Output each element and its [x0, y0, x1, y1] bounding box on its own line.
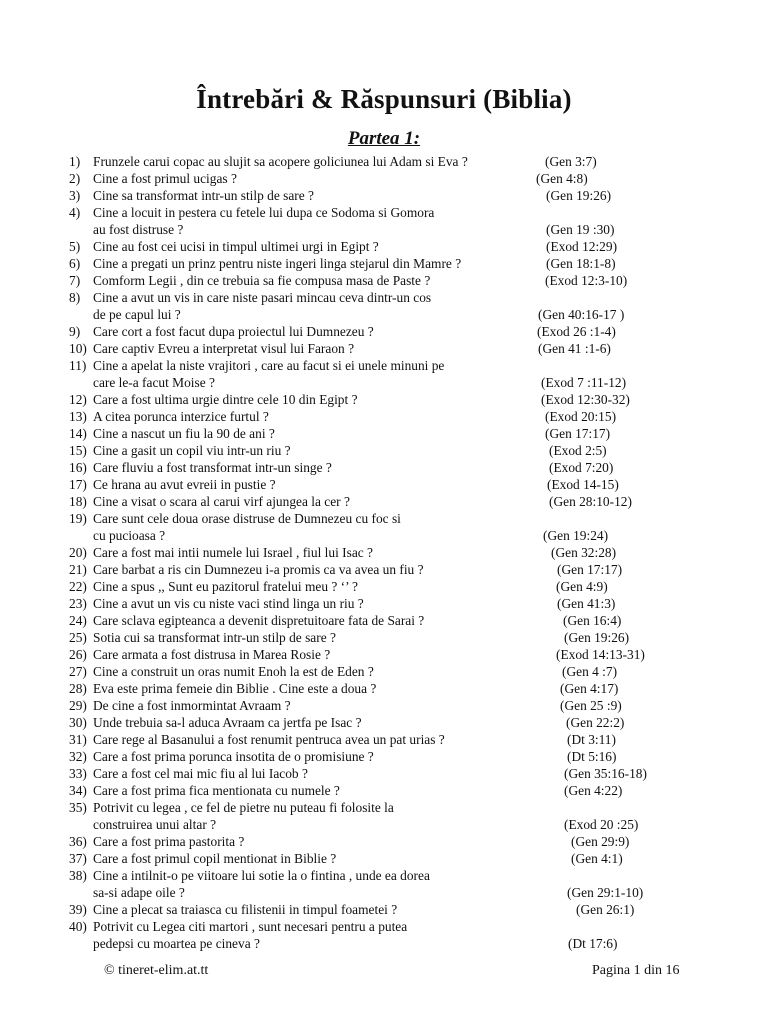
- bible-reference: (Gen 18:1-8): [546, 256, 616, 271]
- bible-reference: (Exod 26 :1-4): [537, 324, 616, 339]
- bible-reference: (Exod 7 :11-12): [541, 375, 627, 390]
- bible-reference: (Gen 32:28): [551, 545, 617, 560]
- bible-reference: (Gen 28:10-12): [549, 494, 632, 509]
- question-text: pedepsi cu moartea pe cineva ?: [93, 936, 260, 951]
- question-number: 14): [69, 426, 87, 441]
- bible-reference: (Gen 17:17): [557, 562, 623, 577]
- question-item: [0, 153, 768, 170]
- question-line: [0, 170, 768, 187]
- question-item: [0, 476, 768, 493]
- bible-reference: (Exod 2:5): [549, 443, 607, 458]
- question-text: Cine a intilnit-o pe viitoare lui sotie la o fintina , unde ea dorea: [93, 868, 430, 883]
- question-text: Cine a pregati un prinz pentru niste ingeri linga stejarul din Mamre ?: [93, 256, 462, 271]
- page-footer: [0, 963, 768, 981]
- question-item: [0, 425, 768, 442]
- bible-reference: (Dt 17:6): [568, 936, 618, 951]
- bible-reference: (Gen 22:2): [566, 715, 625, 730]
- question-line: [0, 187, 768, 204]
- question-text: De cine a fost inmormintat Avraam ?: [93, 698, 291, 713]
- question-text: Cine a apelat la niste vrajitori , care au facut si ei unele minuni pe: [93, 358, 445, 373]
- question-number: 19): [69, 511, 87, 526]
- question-item: [0, 187, 768, 204]
- question-number: 28): [69, 681, 87, 696]
- bible-reference: (Gen 19 :30): [546, 222, 615, 237]
- question-line: [0, 663, 768, 680]
- question-text: Cine a plecat sa traiasca cu filistenii in timpul foametei ?: [93, 902, 398, 917]
- bible-reference: (Gen 4 :7): [562, 664, 618, 679]
- bible-reference: (Gen 4:17): [560, 681, 619, 696]
- question-continuation-line: [0, 935, 768, 952]
- question-text: Cine a visat o scara al carui virf ajungea la cer ?: [93, 494, 350, 509]
- question-number: 18): [69, 494, 87, 509]
- question-line: [0, 510, 768, 527]
- question-number: 12): [69, 392, 87, 407]
- bible-reference: (Gen 41 :1-6): [538, 341, 611, 356]
- question-text: Sotia cui sa transformat intr-un stilp de sare ?: [93, 630, 336, 645]
- question-item: [0, 170, 768, 187]
- question-line: [0, 153, 768, 170]
- question-number: 10): [69, 341, 87, 356]
- question-text: Care captiv Evreu a interpretat visul lui Faraon ?: [93, 341, 355, 356]
- bible-reference: (Gen 29:9): [571, 834, 630, 849]
- question-number: 33): [69, 766, 87, 781]
- bible-reference: (Exod 12:30-32): [541, 392, 630, 407]
- question-line: [0, 204, 768, 221]
- bible-reference: (Gen 19:24): [543, 528, 609, 543]
- question-text: A citea porunca interzice furtul ?: [93, 409, 269, 424]
- question-text: Care fluviu a fost transformat intr-un singe ?: [93, 460, 332, 475]
- bible-reference: (Gen 41:3): [557, 596, 616, 611]
- question-text: au fost distruse ?: [93, 222, 184, 237]
- bible-reference: (Gen 4:8): [536, 171, 588, 186]
- question-number: 22): [69, 579, 87, 594]
- question-text: Cine a spus ,, Sunt eu pazitorul fratelui meu ? ‘’ ?: [93, 579, 358, 594]
- question-number: 38): [69, 868, 87, 883]
- question-number: 15): [69, 443, 87, 458]
- question-number: 5): [69, 239, 81, 254]
- question-line: [0, 765, 768, 782]
- question-item: [0, 510, 768, 544]
- question-number: 4): [69, 205, 81, 220]
- question-item: [0, 272, 768, 289]
- bible-reference: (Gen 26:1): [576, 902, 635, 917]
- question-number: 8): [69, 290, 81, 305]
- question-line: [0, 391, 768, 408]
- question-text: care le-a facut Moise ?: [93, 375, 215, 390]
- question-item: [0, 255, 768, 272]
- question-item: [0, 442, 768, 459]
- question-text: Care sunt cele doua orase distruse de Dumnezeu cu foc si: [93, 511, 401, 526]
- bible-reference: (Gen 25 :9): [560, 698, 622, 713]
- bible-reference: (Exod 14:13-31): [556, 647, 645, 662]
- question-line: [0, 442, 768, 459]
- bible-reference: (Exod 20 :25): [564, 817, 639, 832]
- question-text: Care a fost mai intii numele lui Israel , fiul lui Isac ?: [93, 545, 374, 560]
- question-item: [0, 357, 768, 391]
- bible-reference: (Gen 16:4): [563, 613, 622, 628]
- question-line: [0, 646, 768, 663]
- question-line: [0, 544, 768, 561]
- bible-reference: (Gen 4:1): [571, 851, 623, 866]
- question-text: Frunzele carui copac au slujit sa acopere goliciunea lui Adam si Eva ?: [93, 154, 468, 169]
- question-text: Cine a fost primul ucigas ?: [93, 171, 237, 186]
- question-number: 25): [69, 630, 87, 645]
- question-item: [0, 850, 768, 867]
- question-text: Cine a avut un vis in care niste pasari mincau ceva dintr-un cos: [93, 290, 432, 305]
- question-item: [0, 578, 768, 595]
- bible-reference: (Exod 12:29): [546, 239, 618, 254]
- footer-copyright: © tineret-elim.at.tt: [104, 963, 209, 978]
- question-number: 36): [69, 834, 87, 849]
- question-line: [0, 680, 768, 697]
- question-number: 20): [69, 545, 87, 560]
- document-title: Întrebări & Răspunsuri (Biblia): [196, 84, 572, 114]
- question-text: Unde trebuia sa-l aduca Avraam ca jertfa pe Isac ?: [93, 715, 362, 730]
- question-line: [0, 901, 768, 918]
- question-number: 35): [69, 800, 87, 815]
- question-number: 21): [69, 562, 87, 577]
- question-number: 23): [69, 596, 87, 611]
- question-text: Care a fost prima pastorita ?: [93, 834, 245, 849]
- question-text: Eva este prima femeie din Biblie . Cine este a doua ?: [93, 681, 377, 696]
- question-line: [0, 561, 768, 578]
- question-number: 26): [69, 647, 87, 662]
- question-number: 30): [69, 715, 87, 730]
- question-text: Cine au fost cei ucisi in timpul ultimei urgi in Egipt ?: [93, 239, 379, 254]
- question-item: [0, 289, 768, 323]
- question-item: [0, 340, 768, 357]
- question-number: 32): [69, 749, 87, 764]
- bible-reference: (Dt 3:11): [567, 732, 616, 747]
- question-line: [0, 629, 768, 646]
- question-item: [0, 833, 768, 850]
- question-text: Cine a gasit un copil viu intr-un riu ?: [93, 443, 291, 458]
- question-text: Cine sa transformat intr-un stilp de sare ?: [93, 188, 314, 203]
- question-number: 3): [69, 188, 81, 203]
- question-item: [0, 493, 768, 510]
- bible-reference: (Gen 4:22): [564, 783, 623, 798]
- question-item: [0, 663, 768, 680]
- question-continuation-line: [0, 527, 768, 544]
- question-continuation-line: [0, 374, 768, 391]
- question-number: 9): [69, 324, 81, 339]
- question-number: 27): [69, 664, 87, 679]
- question-item: [0, 408, 768, 425]
- question-line: [0, 799, 768, 816]
- question-item: [0, 544, 768, 561]
- footer-page-number: Pagina 1 din 16: [592, 963, 680, 978]
- bible-reference: (Gen 17:17): [545, 426, 611, 441]
- question-text: Ce hrana au avut evreii in pustie ?: [93, 477, 276, 492]
- question-item: [0, 918, 768, 952]
- question-continuation-line: [0, 221, 768, 238]
- question-line: [0, 782, 768, 799]
- question-item: [0, 391, 768, 408]
- question-line: [0, 918, 768, 935]
- bible-reference: (Dt 5:16): [567, 749, 617, 764]
- question-text: Cine a construit un oras numit Enoh la est de Eden ?: [93, 664, 374, 679]
- question-item: [0, 782, 768, 799]
- question-text: Potrivit cu legea , ce fel de pietre nu puteau fi folosite la: [93, 800, 394, 815]
- bible-reference: (Gen 19:26): [546, 188, 612, 203]
- question-text: Care sclava egipteanca a devenit dispretuitoare fata de Sarai ?: [93, 613, 425, 628]
- question-item: [0, 561, 768, 578]
- bible-reference: (Exod 20:15): [545, 409, 617, 424]
- question-text: Cine a locuit in pestera cu fetele lui dupa ce Sodoma si Gomora: [93, 205, 435, 220]
- question-line: [0, 493, 768, 510]
- question-text: Cine a nascut un fiu la 90 de ani ?: [93, 426, 275, 441]
- bible-reference: (Exod 12:3-10): [545, 273, 628, 288]
- question-item: [0, 595, 768, 612]
- question-item: [0, 748, 768, 765]
- question-item: [0, 799, 768, 833]
- question-number: 39): [69, 902, 87, 917]
- question-item: [0, 765, 768, 782]
- question-text: Potrivit cu Legea citi martori , sunt necesari pentru a putea: [93, 919, 408, 934]
- question-item: [0, 612, 768, 629]
- question-line: [0, 476, 768, 493]
- question-line: [0, 867, 768, 884]
- question-number: 1): [69, 154, 81, 169]
- question-line: [0, 459, 768, 476]
- question-text: Care a fost ultima urgie dintre cele 10 din Egipt ?: [93, 392, 358, 407]
- question-text: sa-si adape oile ?: [93, 885, 185, 900]
- question-number: 24): [69, 613, 87, 628]
- question-number: 7): [69, 273, 81, 288]
- question-item: [0, 867, 768, 901]
- question-text: Comform Legii , din ce trebuia sa fie compusa masa de Paste ?: [93, 273, 431, 288]
- question-text: Care cort a fost facut dupa proiectul lui Dumnezeu ?: [93, 324, 374, 339]
- question-item: [0, 901, 768, 918]
- question-line: [0, 595, 768, 612]
- question-text: Care a fost cel mai mic fiu al lui Iacob ?: [93, 766, 308, 781]
- question-continuation-line: [0, 816, 768, 833]
- question-item: [0, 697, 768, 714]
- question-item: [0, 714, 768, 731]
- question-continuation-line: [0, 306, 768, 323]
- question-item: [0, 459, 768, 476]
- question-line: [0, 255, 768, 272]
- question-item: [0, 204, 768, 238]
- question-line: [0, 408, 768, 425]
- question-text: construirea unui altar ?: [93, 817, 217, 832]
- question-line: [0, 833, 768, 850]
- question-line: [0, 578, 768, 595]
- question-number: 34): [69, 783, 87, 798]
- question-line: [0, 850, 768, 867]
- question-text: Cine a avut un vis cu niste vaci stind linga un riu ?: [93, 596, 364, 611]
- bible-reference: (Gen 3:7): [545, 154, 597, 169]
- question-list: [0, 153, 768, 952]
- bible-reference: (Gen 40:16-17 ): [538, 307, 625, 322]
- bible-reference: (Exod 14-15): [547, 477, 619, 492]
- question-line: [0, 289, 768, 306]
- question-line: [0, 697, 768, 714]
- question-number: 17): [69, 477, 87, 492]
- question-line: [0, 714, 768, 731]
- bible-reference: (Gen 19:26): [564, 630, 630, 645]
- question-number: 6): [69, 256, 81, 271]
- question-text: cu pucioasa ?: [93, 528, 166, 543]
- question-number: 2): [69, 171, 81, 186]
- question-item: [0, 680, 768, 697]
- question-number: 13): [69, 409, 87, 424]
- bible-reference: (Gen 29:1-10): [567, 885, 644, 900]
- question-number: 37): [69, 851, 87, 866]
- question-line: [0, 748, 768, 765]
- question-line: [0, 357, 768, 374]
- question-line: [0, 323, 768, 340]
- question-line: [0, 425, 768, 442]
- question-item: [0, 238, 768, 255]
- bible-reference: (Gen 4:9): [556, 579, 608, 594]
- question-text: de pe capul lui ?: [93, 307, 181, 322]
- question-line: [0, 731, 768, 748]
- question-text: Care a fost primul copil mentionat in Biblie ?: [93, 851, 337, 866]
- question-continuation-line: [0, 884, 768, 901]
- question-item: [0, 629, 768, 646]
- question-text: Care rege al Basanului a fost renumit pentruca avea un pat urias ?: [93, 732, 445, 747]
- question-number: 16): [69, 460, 87, 475]
- question-number: 31): [69, 732, 87, 747]
- bible-reference: (Gen 35:16-18): [564, 766, 647, 781]
- question-text: Care a fost prima fica mentionata cu numele ?: [93, 783, 340, 798]
- question-number: 29): [69, 698, 87, 713]
- question-line: [0, 612, 768, 629]
- bible-reference: (Exod 7:20): [549, 460, 614, 475]
- question-item: [0, 731, 768, 748]
- question-item: [0, 323, 768, 340]
- question-item: [0, 646, 768, 663]
- question-line: [0, 238, 768, 255]
- question-number: 11): [69, 358, 87, 373]
- question-text: Care a fost prima porunca insotita de o promisiune ?: [93, 749, 374, 764]
- question-line: [0, 272, 768, 289]
- question-text: Care armata a fost distrusa in Marea Rosie ?: [93, 647, 331, 662]
- question-number: 40): [69, 919, 87, 934]
- question-text: Care barbat a ris cin Dumnezeu i-a promis ca va avea un fiu ?: [93, 562, 424, 577]
- question-line: [0, 340, 768, 357]
- section-heading: Partea 1:: [347, 128, 421, 149]
